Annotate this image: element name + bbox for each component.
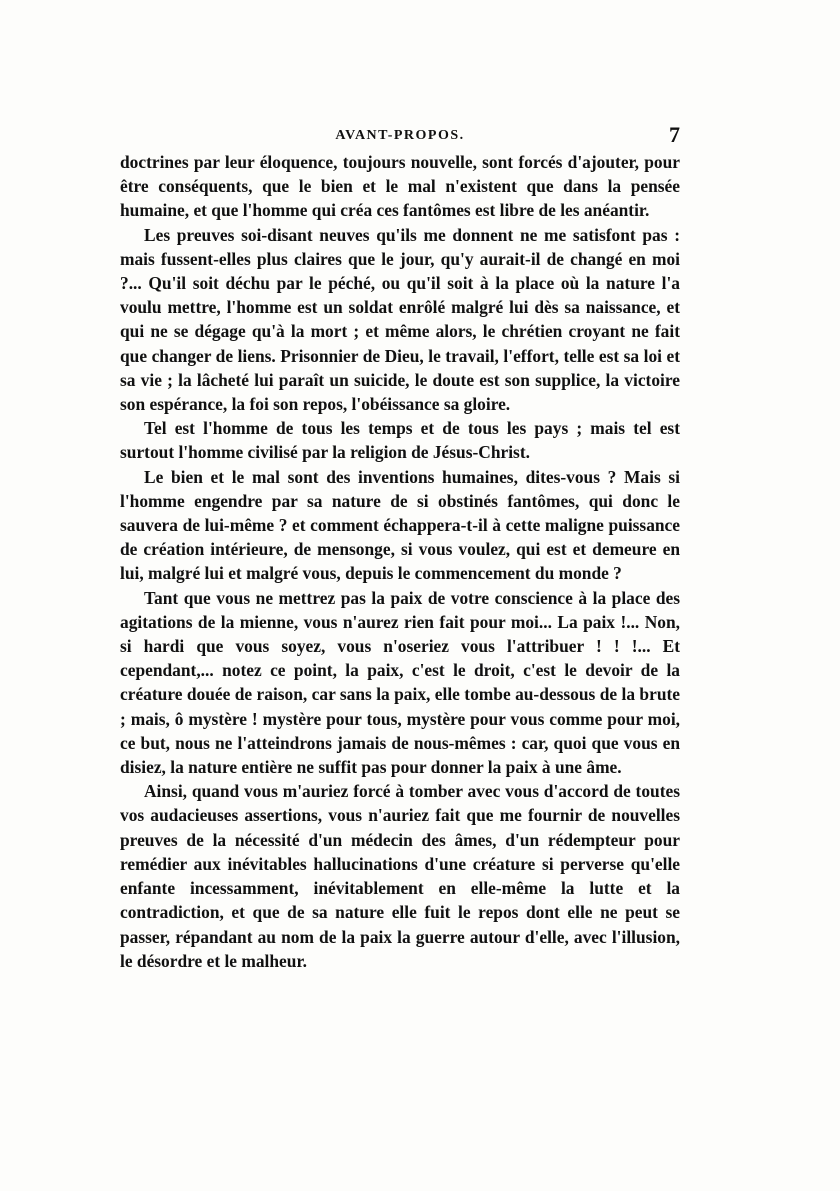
paragraph-preuves: Les preuves soi-disant neuves qu'ils me donnent ne me satisfont pas : mais fussent-elles plus claires que le jour, qu'y aurait-il de changé en moi ?... Qu'il soit déchu par le péché, ou qu'il soit à la place où la nature l'a voulu mettre, l'homme est un soldat enrôlé malgré lui dès sa naissance, et qui ne se dégage qu'à la mort ; et même alors, le chrétien croyant ne fait que changer de liens. Prisonnier de Dieu, le travail, l'effort, telle est sa loi et sa vie ; la lâcheté lui paraît un suicide, le doute est son supplice, la victoire son espérance, la foi son repos, l'obéissance sa gloire.: [120, 224, 680, 415]
running-title: AVANT-PROPOS.: [335, 128, 465, 143]
paragraph-ainsi: Ainsi, quand vous m'auriez forcé à tomber avec vous d'accord de toutes vos audacieuses assertions, vous n'auriez fait que me fournir de nouvelles preuves de la nécessité d'un médecin des âmes, d'un rédempteur pour remédier aux inévitables hallucinations d'une créature si perverse qu'elle enfante incessamment, inévitablement en elle-même la lutte et la contradiction, et que de sa nature elle fuit le repos dont elle ne peut se passer, répandant au nom de la paix la guerre autour d'elle, avec l'illusion, le désordre et le malheur.: [120, 781, 680, 971]
paragraph-tant-que-vous: Tant que vous ne mettrez pas la paix de votre conscience à la place des agitations de la mienne, vous n'aurez rien fait pour moi... La paix !... Non, si hardi que vous soyez, vous n'oseriez vous l'attribuer ! ! !... Et cependant,... notez ce point, la paix, c'est le droit, c'est le devoir de la créature douée de raison, car sans la paix, elle tombe au-dessous de la brute ; mais, ô mystère ! mystère pour tous, mystère pour vous comme pour moi, ce but, nous ne l'atteindrons jamais de nous-mêmes : car, quoi que vous en disiez, la nature entière ne suffit pas pour donner la paix à une âme.: [120, 587, 680, 778]
paragraph-le-bien-et-le-mal: Le bien et le mal sont des inventions humaines, dites-vous ? Mais si l'homme engendre par sa nature de si obstinés fantômes, qui donc le sauvera de lui-même ? et comment échappera-t-il à cette maligne puissance de création intérieure, de mensonge, si vous voulez, qui est et demeure en lui, malgré lui et malgré vous, depuis le commencement du monde ?: [120, 466, 680, 584]
paragraph-tel-est-l-homme: Tel est l'homme de tous les temps et de tous les pays ; mais tel est surtout l'homme civilisé par la religion de Jésus-Christ.: [120, 418, 680, 463]
paragraph-continued: doctrines par leur éloquence, toujours nouvelle, sont forcés d'ajouter, pour être conséquents, que le bien et le mal n'existent que dans la pensée humaine, et que l'homme qui créa ces fantômes est libre de les anéantir.: [120, 152, 680, 221]
running-head: [120, 122, 680, 152]
page-number: 7: [669, 122, 680, 147]
body-text: [120, 150, 680, 973]
